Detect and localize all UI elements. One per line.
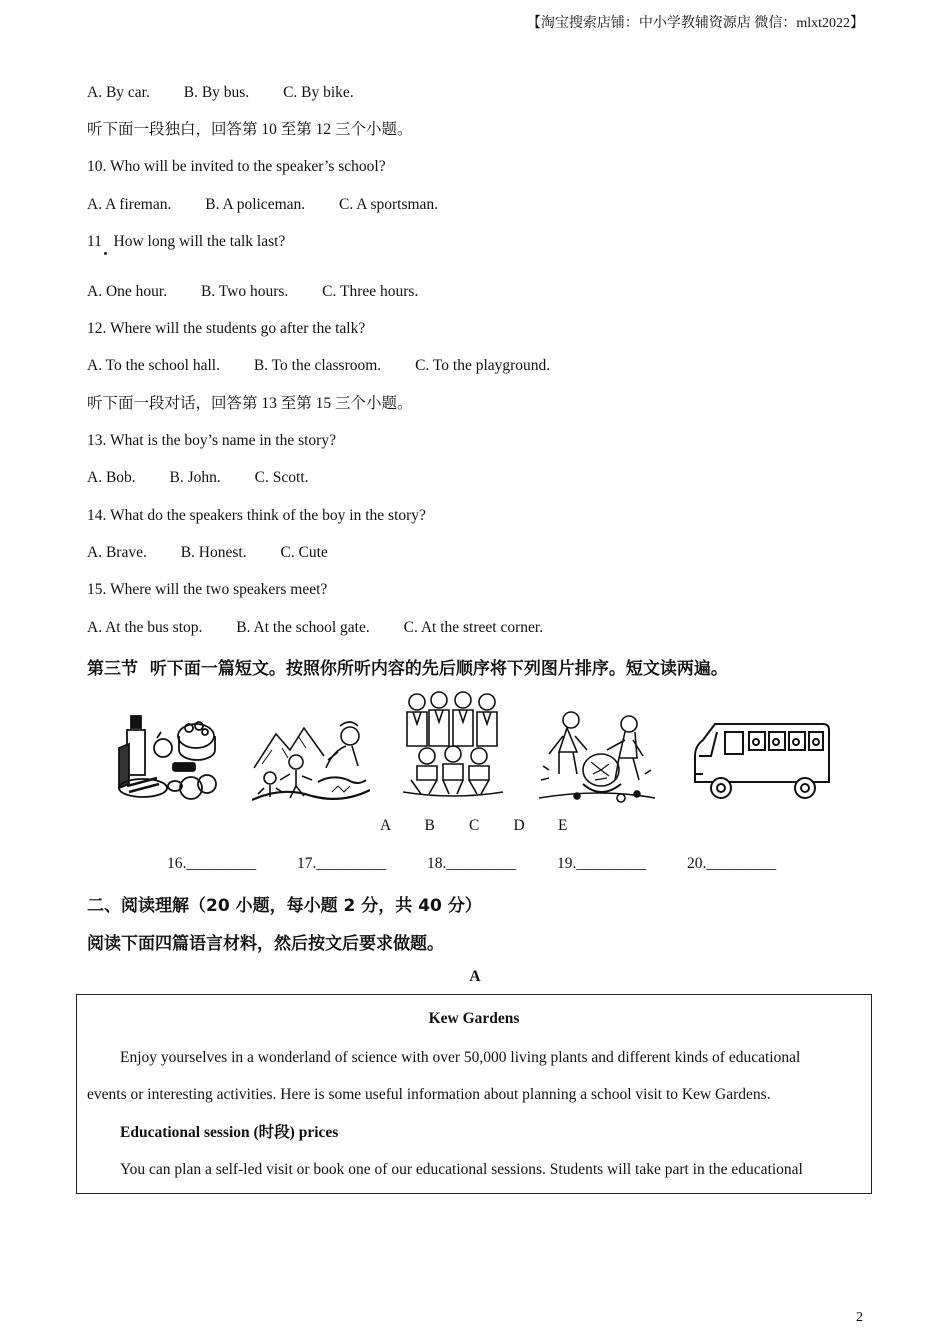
picture-e-bus-icon <box>693 708 831 808</box>
q13-option-a: A. Bob. <box>87 469 136 486</box>
blank-17[interactable]: 17._________ <box>297 855 387 872</box>
passage-p2-line1: You can plan a self-led visit or book one of our educational sessions. Students will take part in the educational <box>120 1161 803 1178</box>
q11-option-b: B. Two hours. <box>200 283 289 300</box>
letter-d: D <box>513 817 525 834</box>
q15-option-c: C. At the street corner. <box>403 619 544 636</box>
letter-e: E <box>558 817 568 834</box>
q14-text: 14. What do the speakers think of the boy in the story? <box>87 507 426 524</box>
q12-options <box>87 356 550 376</box>
q15-options <box>87 618 543 638</box>
q11-text: 11 How long will the talk last? <box>87 233 286 250</box>
picture-a-food-icon <box>113 708 218 808</box>
picture-letters <box>380 817 603 835</box>
q10-option-a: A. A fireman. <box>87 196 172 213</box>
q14-option-a: A. Brave. <box>87 544 147 561</box>
blank-20[interactable]: 20._________ <box>687 855 777 872</box>
q9-options <box>87 83 354 103</box>
answer-blanks <box>167 855 817 873</box>
section3-title: 第三节 听下面一篇短文。按照你所听内容的先后顺序将下列图片排序。短文读两遍。 <box>87 659 728 679</box>
picture-b-hiking-icon <box>252 708 370 808</box>
passage-p1-line1: Enjoy yourselves in a wonderland of science with over 50,000 living plants and different kinds of educational <box>120 1049 801 1066</box>
q10-options <box>87 195 438 215</box>
q9-option-a: A. By car. <box>87 84 150 101</box>
passage-p1-line2: events or interesting activities. Here is some useful information about planning a school visit to Kew Gardens. <box>87 1086 771 1103</box>
q11-dot <box>104 252 107 255</box>
dialogue-instruction: 听下面一段对话，回答第 13 至第 15 三个小题。 <box>87 395 413 412</box>
page-number: 2 <box>856 1310 863 1325</box>
passage-label: A <box>469 968 481 985</box>
blank-19[interactable]: 19._________ <box>557 855 647 872</box>
q12-text: 12. Where will the students go after the talk? <box>87 320 366 337</box>
q11-options <box>87 282 418 302</box>
q13-option-b: B. John. <box>169 469 221 486</box>
q14-option-b: B. Honest. <box>180 544 247 561</box>
q15-text: 15. Where will the two speakers meet? <box>87 581 328 598</box>
monologue-instruction: 听下面一段独白，回答第 10 至第 12 三个小题。 <box>87 121 413 138</box>
blank-16[interactable]: 16._________ <box>167 855 257 872</box>
q9-option-c: C. By bike. <box>283 84 354 101</box>
q15-option-a: A. At the bus stop. <box>87 619 203 636</box>
q12-option-b: B. To the classroom. <box>253 357 382 374</box>
q10-option-b: B. A policeman. <box>205 196 306 213</box>
letter-c: C <box>469 817 480 834</box>
q12-option-a: A. To the school hall. <box>87 357 220 374</box>
q12-option-c: C. To the playground. <box>415 357 551 374</box>
letter-b: B <box>424 817 435 834</box>
letter-a: A <box>380 817 392 834</box>
passage-box <box>76 994 872 1194</box>
page-header: 【淘宝搜索店铺：中小学教辅资源店 微信：mlxt2022】 <box>526 16 864 31</box>
q13-option-c: C. Scott. <box>254 469 309 486</box>
q10-text: 10. Who will be invited to the speaker’s school? <box>87 158 386 175</box>
part2-title: 二、阅读理解（20 小题，每小题 2 分，共 40 分） <box>87 896 482 916</box>
q13-options <box>87 468 309 488</box>
q14-option-c: C. Cute <box>280 544 328 561</box>
q14-options <box>87 543 328 563</box>
q15-option-b: B. At the school gate. <box>236 619 370 636</box>
q11-option-a: A. One hour. <box>87 283 168 300</box>
q9-option-b: B. By bus. <box>183 84 250 101</box>
picture-c-group-icon <box>399 690 506 797</box>
blank-18[interactable]: 18._________ <box>427 855 517 872</box>
passage-title: Kew Gardens <box>428 1010 520 1027</box>
q13-text: 13. What is the boy’s name in the story? <box>87 432 336 449</box>
picture-d-planting-icon <box>533 708 660 808</box>
part2-instruction: 阅读下面四篇语言材料，然后按文后要求做题。 <box>87 934 444 954</box>
passage-subheading: Educational session (时段) prices <box>120 1124 339 1141</box>
q11-option-c: C. Three hours. <box>322 283 419 300</box>
q10-option-c: C. A sportsman. <box>339 196 439 213</box>
